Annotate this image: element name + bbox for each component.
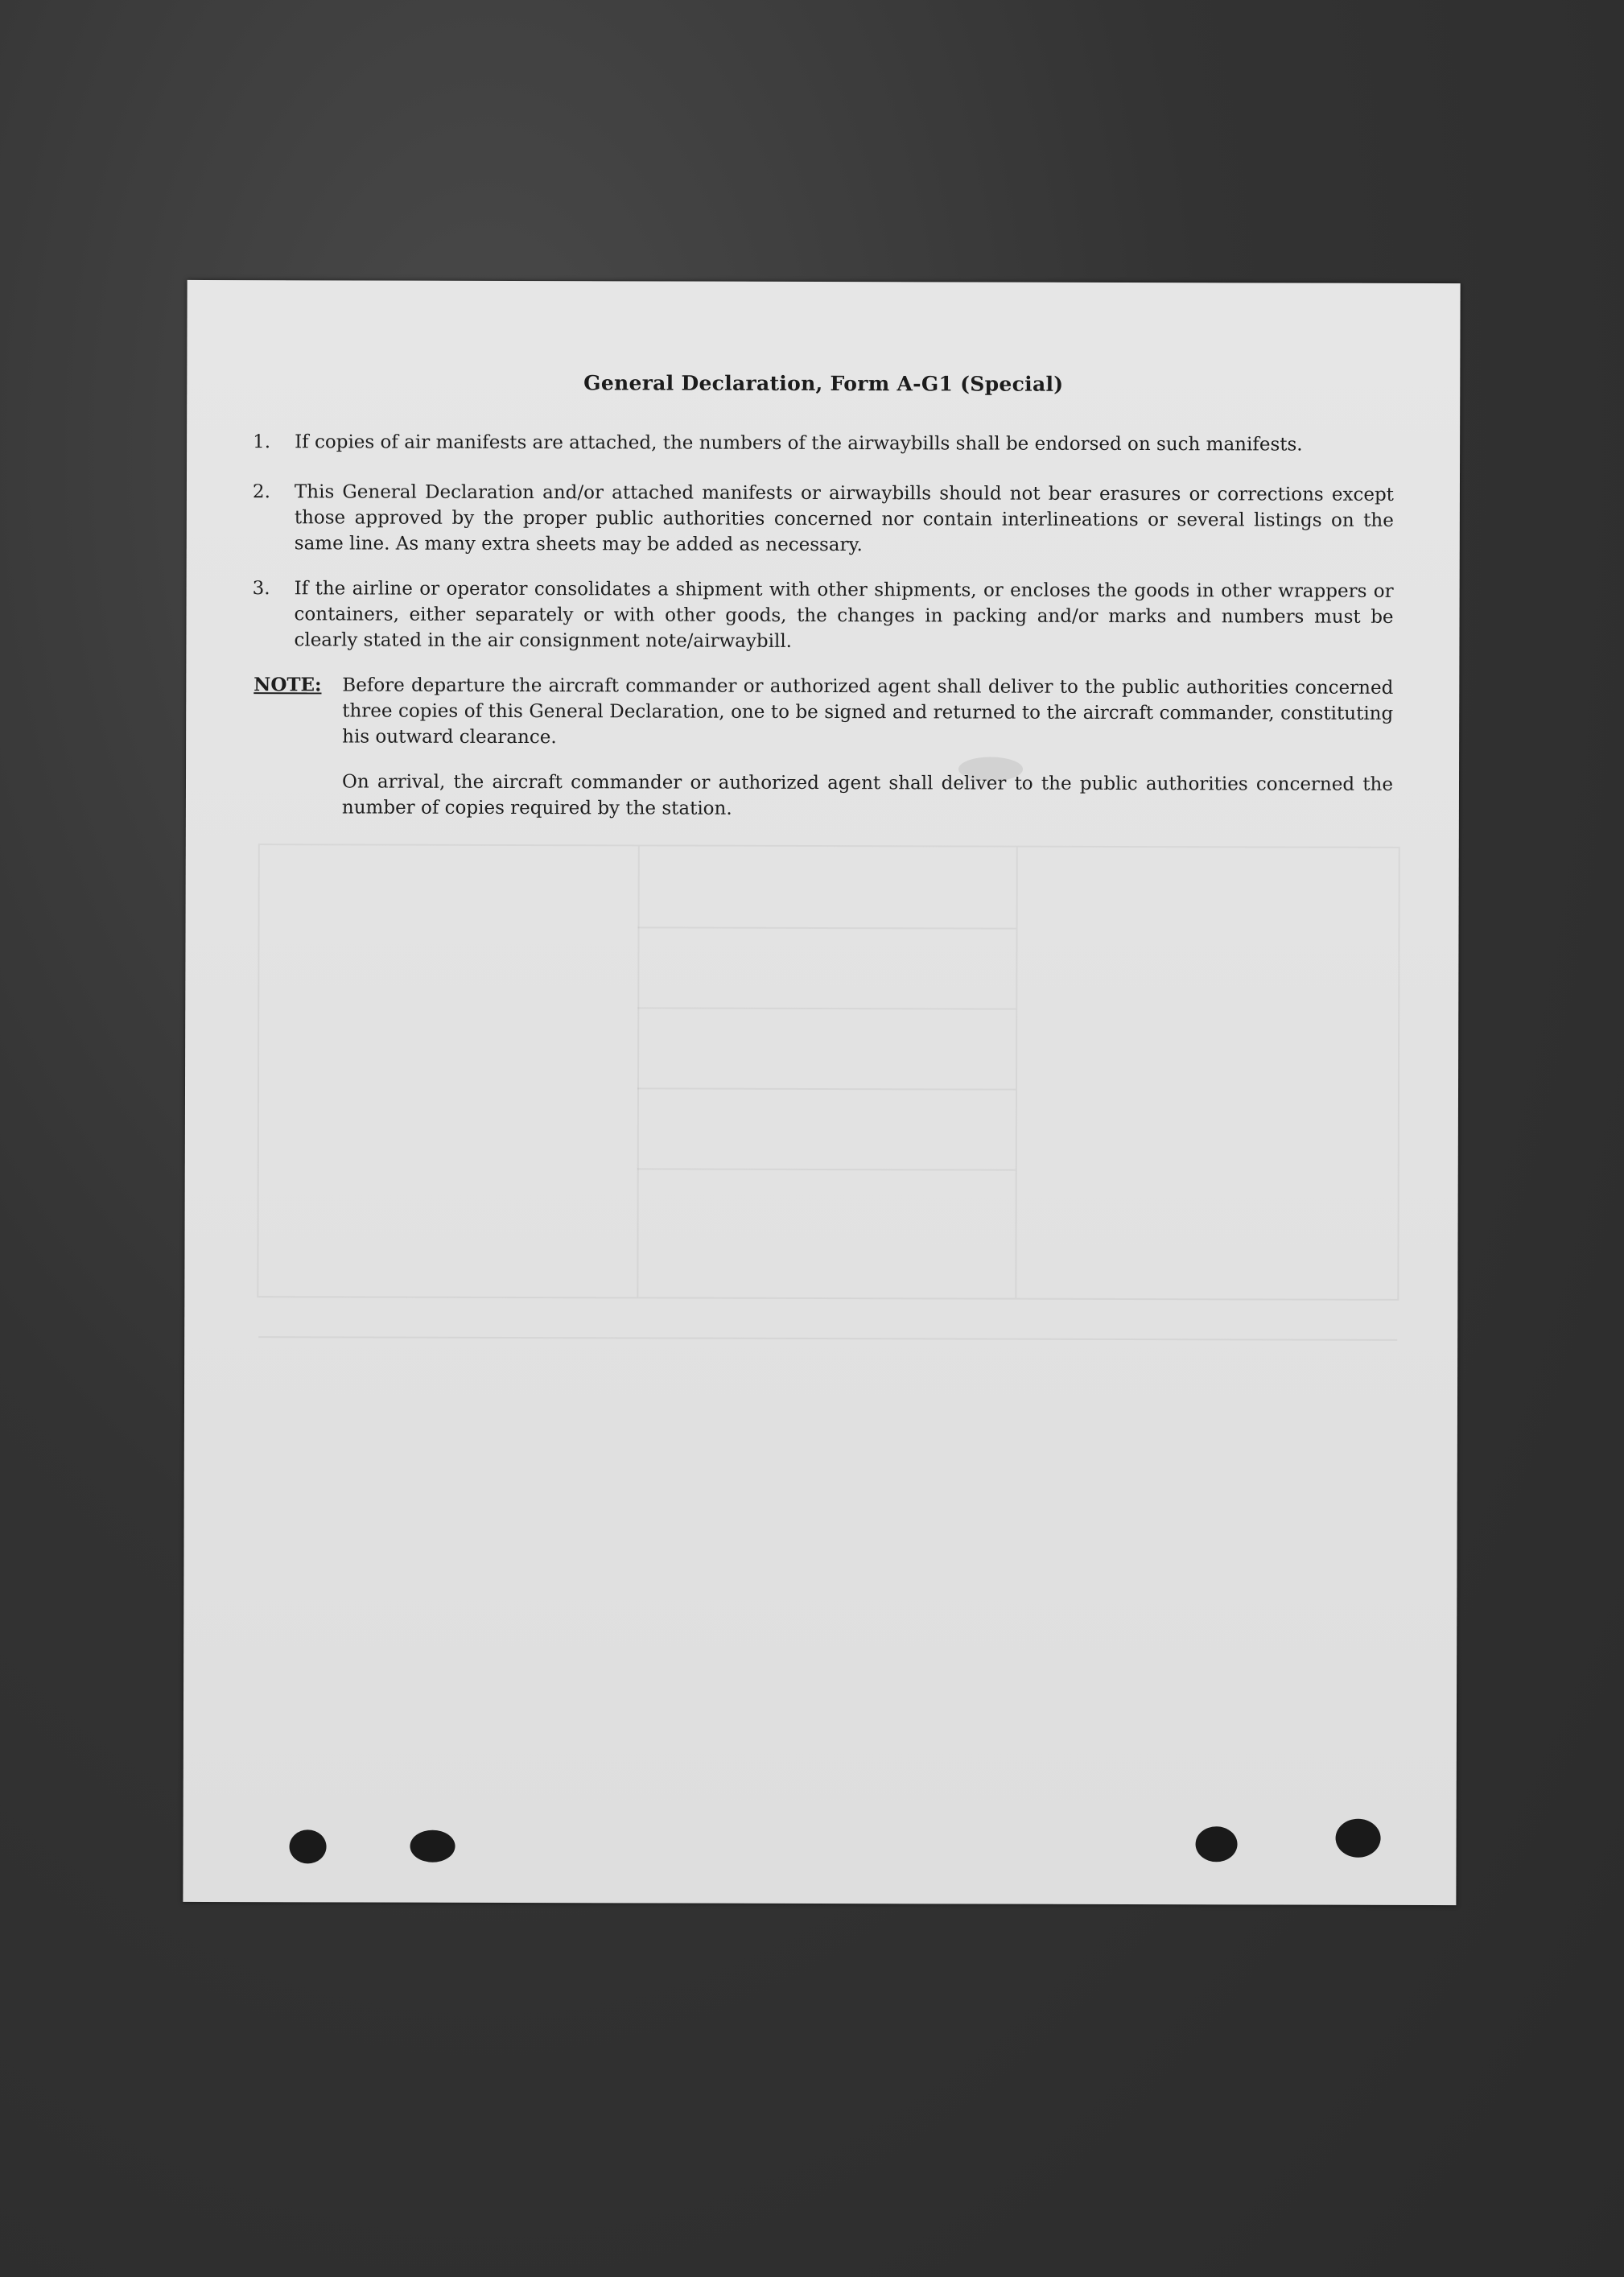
item-text: If the airline or operator consolidates a shipment with other shipments, or encloses the goods in other wrappers or containers, either separately or with other goods, the changes in packing and/or marks and numbers must be clearly stated in the air consignment note/airwaybill. bbox=[294, 578, 1394, 652]
note-paragraph-2: On arrival, the aircraft commander or authorized agent shall deliver to the public authorities concerned the number of copies required by the station. bbox=[341, 771, 1394, 819]
item-number: 2. bbox=[252, 481, 270, 503]
note-label: NOTE: bbox=[253, 674, 322, 696]
item-text: If copies of air manifests are attached, the numbers of the airwaybills shall be endorsed on such manifests. bbox=[295, 431, 1303, 456]
bleed-through-form bbox=[257, 844, 1399, 1301]
note-paragraph-1: Before departure the aircraft commander or authorized agent shall deliver to the public authorities concerned three copies of this General Declaration, one to be signed and returned to the aircraft commander, constituting his outward clearance. bbox=[342, 674, 1394, 749]
page-title: General Declaration, Form A-G1 (Special) bbox=[583, 371, 1064, 396]
item-number: 1. bbox=[253, 431, 271, 453]
torn-edge-hole bbox=[1336, 1819, 1381, 1858]
torn-edge-hole bbox=[410, 1830, 455, 1862]
instruction-item-1 bbox=[253, 429, 1394, 458]
torn-edge-hole bbox=[289, 1829, 326, 1863]
torn-edge-hole bbox=[1195, 1826, 1237, 1862]
note-block bbox=[253, 672, 1393, 753]
item-number: 3. bbox=[252, 578, 270, 600]
document-page bbox=[183, 280, 1460, 1905]
instruction-item-2 bbox=[253, 479, 1394, 559]
instruction-item-3 bbox=[252, 575, 1393, 656]
ink-stain bbox=[958, 757, 1023, 781]
item-text: This General Declaration and/or attached manifests or airwaybills should not bear erasures or corrections except those approved by the proper public authorities concerned nor contain interlineations or several listings on the same line. As many extra sheets may be added as necessary. bbox=[294, 481, 1394, 556]
note-block-2 bbox=[253, 769, 1393, 823]
